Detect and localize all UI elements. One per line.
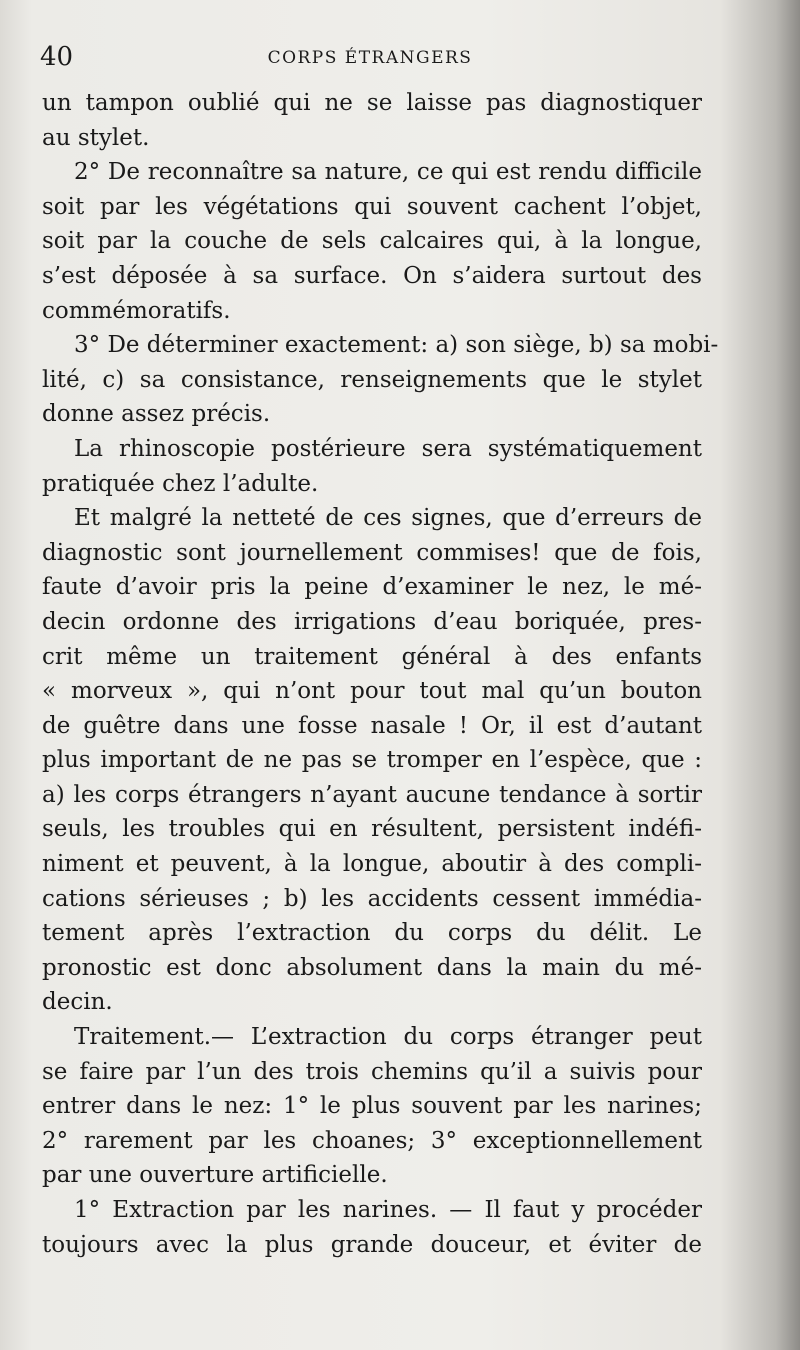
- text-line: 2° De reconnaître sa nature, ce qui est rendu difficile: [74, 159, 702, 186]
- text-line: faute d’avoir pris la peine d’examiner le nez, le mé-: [42, 574, 702, 601]
- text-line: crit même un traitement général à des enfants: [42, 643, 702, 670]
- text-line: commémoratifs.: [42, 297, 231, 324]
- text-line: cations sérieuses ; b) les accidents cessent immédia-: [42, 885, 702, 912]
- text-line: a) les corps étrangers n’ayant aucune tendance à sortir: [42, 781, 702, 808]
- text-line: s’est déposée à sa surface. On s’aidera surtout des: [42, 262, 702, 289]
- text-line: niment et peuvent, à la longue, aboutir à des compli-: [42, 851, 702, 878]
- text-line: decin.: [42, 989, 113, 1016]
- body-text: [42, 86, 719, 1262]
- text-line: decin ordonne des irrigations d’eau boriquée, pres-: [42, 608, 702, 635]
- text-line: de guêtre dans une fosse nasale ! Or, il est d’autant: [42, 712, 702, 739]
- text-line: pratiquée chez l’adulte.: [42, 470, 319, 497]
- text-line: tement après l’extraction du corps du délit. Le: [42, 920, 702, 947]
- text-line: Traitement.— L’extraction du corps étranger peut: [74, 1024, 702, 1051]
- text-line: soit par les végétations qui souvent cachent l’objet,: [42, 193, 702, 220]
- text-line: soit par la couche de sels calcaires qui, à la longue,: [42, 228, 702, 255]
- page-header: [40, 42, 700, 72]
- text-line: 2° rarement par les choanes; 3° exceptionnellement: [42, 1127, 702, 1154]
- text-line: toujours avec la plus grande douceur, et éviter de: [42, 1231, 702, 1258]
- text-line: seuls, les troubles qui en résultent, persistent indéfi-: [42, 816, 702, 843]
- running-title: CORPS ÉTRANGERS: [267, 48, 473, 68]
- text-line: un tampon oublié qui ne se laisse pas diagnostiquer: [42, 90, 702, 116]
- text-line: La rhinoscopie postérieure sera systématiquement: [74, 435, 702, 462]
- page-number: 40: [40, 42, 74, 72]
- text-line: au stylet.: [42, 124, 150, 151]
- text-line: par une ouverture artificielle.: [42, 1162, 388, 1189]
- text-line: diagnostic sont journellement commises! que de fois,: [42, 539, 702, 566]
- text-line: plus important de ne pas se tromper en l’espèce, que :: [42, 747, 702, 774]
- text-line: se faire par l’un des trois chemins qu’il a suivis pour: [42, 1058, 702, 1085]
- text-line: Et malgré la netteté de ces signes, que d’erreurs de: [74, 505, 702, 532]
- text-line: donne assez précis.: [42, 401, 271, 428]
- text-line: lité, c) sa consistance, renseignements que le stylet: [42, 366, 702, 393]
- text-line: 3° De déterminer exactement: a) son siège, b) sa mobi-: [74, 332, 719, 359]
- text-line: pronostic est donc absolument dans la main du mé-: [42, 954, 702, 981]
- text-line: 1° Extraction par les narines. — Il faut y procéder: [74, 1197, 702, 1223]
- text-line: « morveux », qui n’ont pour tout mal qu’un bouton: [42, 678, 702, 705]
- text-line: entrer dans le nez: 1° le plus souvent par les narines;: [42, 1093, 702, 1120]
